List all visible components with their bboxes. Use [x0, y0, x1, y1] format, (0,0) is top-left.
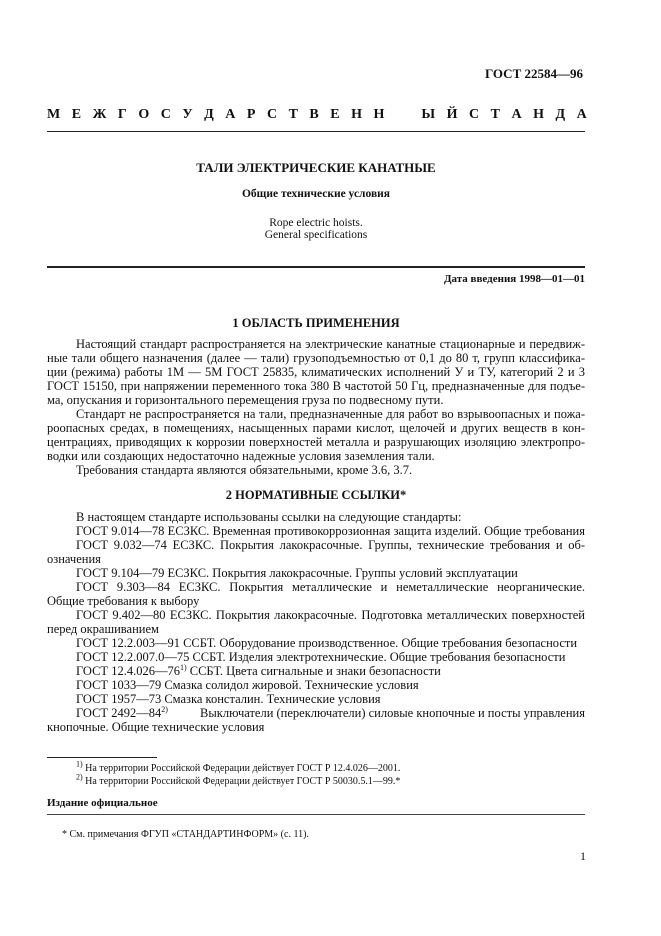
- reference-code: ГОСТ 2492—84: [76, 706, 162, 720]
- text-line: ГОСТ 15150, при напряжении переменного тока 380 В частотой 50 Гц, предназначенные для подъе-: [47, 379, 585, 393]
- footnote-rule: [47, 757, 157, 758]
- footnote-marker: 2): [76, 772, 83, 782]
- official-edition-label: Издание официальное: [47, 797, 158, 809]
- document-subtitle: Общие технические условия: [241, 188, 391, 200]
- footnote-text: На территории Российской Федерации действует ГОСТ Р 50030.5.1—99.*: [85, 776, 401, 787]
- text-line: Требования стандарта являются обязательными, кроме 3.6, 3.7.: [76, 463, 413, 477]
- banner-letter: А: [576, 107, 587, 122]
- reference-line: перед окрашиванием: [47, 622, 159, 636]
- footnote: [76, 759, 401, 774]
- banner-letter: Д: [204, 107, 214, 122]
- banner-letter: Е: [71, 107, 82, 122]
- banner-letter: Ы: [421, 107, 436, 122]
- section-heading: 2 НОРМАТИВНЫЕ ССЫЛКИ*: [225, 488, 407, 502]
- standard-banner: [47, 107, 587, 123]
- banner-letter: А: [225, 107, 236, 122]
- publisher-note: * См. примечания ФГУП «СТАНДАРТИНФОРМ» (с. 11).: [62, 829, 309, 840]
- banner-letter: У: [182, 107, 193, 122]
- reference-line: [76, 664, 441, 678]
- reference-line: ГОСТ 9.014—78 ЕСЗКС. Временная противокоррозионная защита изделий. Общие требования: [76, 524, 585, 538]
- footnote: [76, 772, 401, 787]
- banner-letter: Е: [330, 107, 340, 122]
- text-line: Настоящий стандарт распространяется на электрические канатные стационарные и передвиж-: [76, 337, 585, 351]
- reference-text: ССБТ. Цвета сигнальные и знаки безопасности: [186, 664, 441, 678]
- reference-line: ГОСТ 12.2.007.0—75 ССБТ. Изделия электротехнические. Общие требования безопасности: [76, 650, 566, 664]
- reference-line: ГОСТ 9.402—80 ЕСЗКС. Покрытия лакокрасочные. Подготовка металлических поверхностей: [76, 608, 585, 622]
- gost-code: ГОСТ 22584—96: [484, 66, 583, 81]
- banner-letter: С: [160, 107, 171, 122]
- banner-letter: О: [138, 107, 150, 122]
- banner-letter: Т: [288, 107, 298, 122]
- english-title: Rope electric hoists.: [269, 217, 363, 229]
- text-line: ные тали общего назначения (далее — тали) грузоподъемностью от 0,1 до 80 т, групп классифика-: [47, 351, 585, 365]
- banner-letter: С: [266, 107, 278, 122]
- top-rule: [47, 131, 585, 132]
- banner-gap: [396, 107, 410, 123]
- reference-line: [76, 706, 585, 720]
- footnote-marker: 2): [161, 704, 168, 714]
- footnote-text: На территории Российской Федерации действует ГОСТ Р 12.4.026—2001.: [85, 763, 401, 774]
- reference-line: ГОСТ 1957—73 Смазка консталин. Технические условия: [76, 692, 381, 706]
- text-line: В настоящем стандарте использованы ссылки на следующие стандарты:: [76, 510, 462, 524]
- document-title: ТАЛИ ЭЛЕКТРИЧЕСКИЕ КАНАТНЫЕ: [196, 160, 436, 175]
- reference-text: ГОСТ 12.4.026—76: [76, 664, 180, 678]
- reference-line: означения: [47, 552, 101, 566]
- footnote-marker: 1): [179, 662, 187, 672]
- reference-line: Общие требования к выбору: [47, 594, 200, 608]
- footnote-marker: 1): [76, 759, 83, 769]
- banner-letter: М: [47, 107, 61, 122]
- banner-letter: Ж: [92, 107, 107, 122]
- banner-letter: Й: [446, 107, 458, 122]
- banner-letter: Н: [533, 107, 545, 122]
- text-line: роопасных средах, в помещениях, насыщенных парами кислот, щелочей и других веществ в кон-: [47, 421, 585, 435]
- reference-line: ГОСТ 9.104—79 ЕСЗКС. Покрытия лакокрасочные. Группы условий эксплуатации: [76, 566, 518, 580]
- banner-letter: Р: [246, 107, 256, 122]
- title-rule: [47, 266, 585, 268]
- banner-letter: Н: [373, 107, 385, 122]
- reference-line: кнопочные. Общие технические условия: [47, 720, 265, 734]
- banner-letter: В: [309, 107, 319, 122]
- reference-text: [76, 706, 168, 720]
- reference-line: ГОСТ 1033—79 Смазка солидол жировой. Технические условия: [76, 678, 419, 692]
- banner-letter: Г: [117, 107, 127, 122]
- text-line: Стандарт не распространяется на тали, предназначенные для работ во взрывоопасных и пожа-: [76, 407, 585, 421]
- banner-letter: С: [469, 107, 480, 122]
- bottom-rule: [47, 814, 585, 815]
- text-line: ма, опускания и горизонтального перемещения груза по подвесному пути.: [47, 393, 444, 407]
- banner-letter: Т: [490, 107, 500, 122]
- banner-letter: Н: [351, 107, 362, 122]
- reference-line: ГОСТ 9.032—74 ЕСЗКС. Покрытия лакокрасочные. Группы, технические требования и об-: [76, 538, 585, 552]
- reference-line: ГОСТ 9.303—84 ЕСЗКС. Покрытия металлические и неметаллические неорганические.: [76, 580, 585, 594]
- reference-line: ГОСТ 12.2.003—91 ССБТ. Оборудование производственное. Общие требования безопасности: [76, 636, 578, 650]
- text-line: центрациях, приводящих к коррозии поверхностей металла и разрушающих изоляцию электропро-: [47, 435, 585, 449]
- text-line: водки или создающих недостаточно надежные условия заземления тали.: [47, 449, 435, 463]
- section-heading: 1 ОБЛАСТЬ ПРИМЕНЕНИЯ: [232, 316, 400, 330]
- introduction-date: Дата введения 1998—01—01: [443, 273, 585, 285]
- page-number: 1: [580, 849, 586, 863]
- text-line: ции (режима) работы 1М — 5М ГОСТ 25835, климатических исполнений У и ТУ, категорий 2 и 3: [47, 365, 585, 379]
- reference-text: Выключатели (переключатели) силовые кнопочные и посты управления: [200, 706, 585, 720]
- banner-letter: Д: [555, 107, 566, 122]
- banner-letter: А: [511, 107, 522, 122]
- english-subtitle: General specifications: [264, 229, 368, 241]
